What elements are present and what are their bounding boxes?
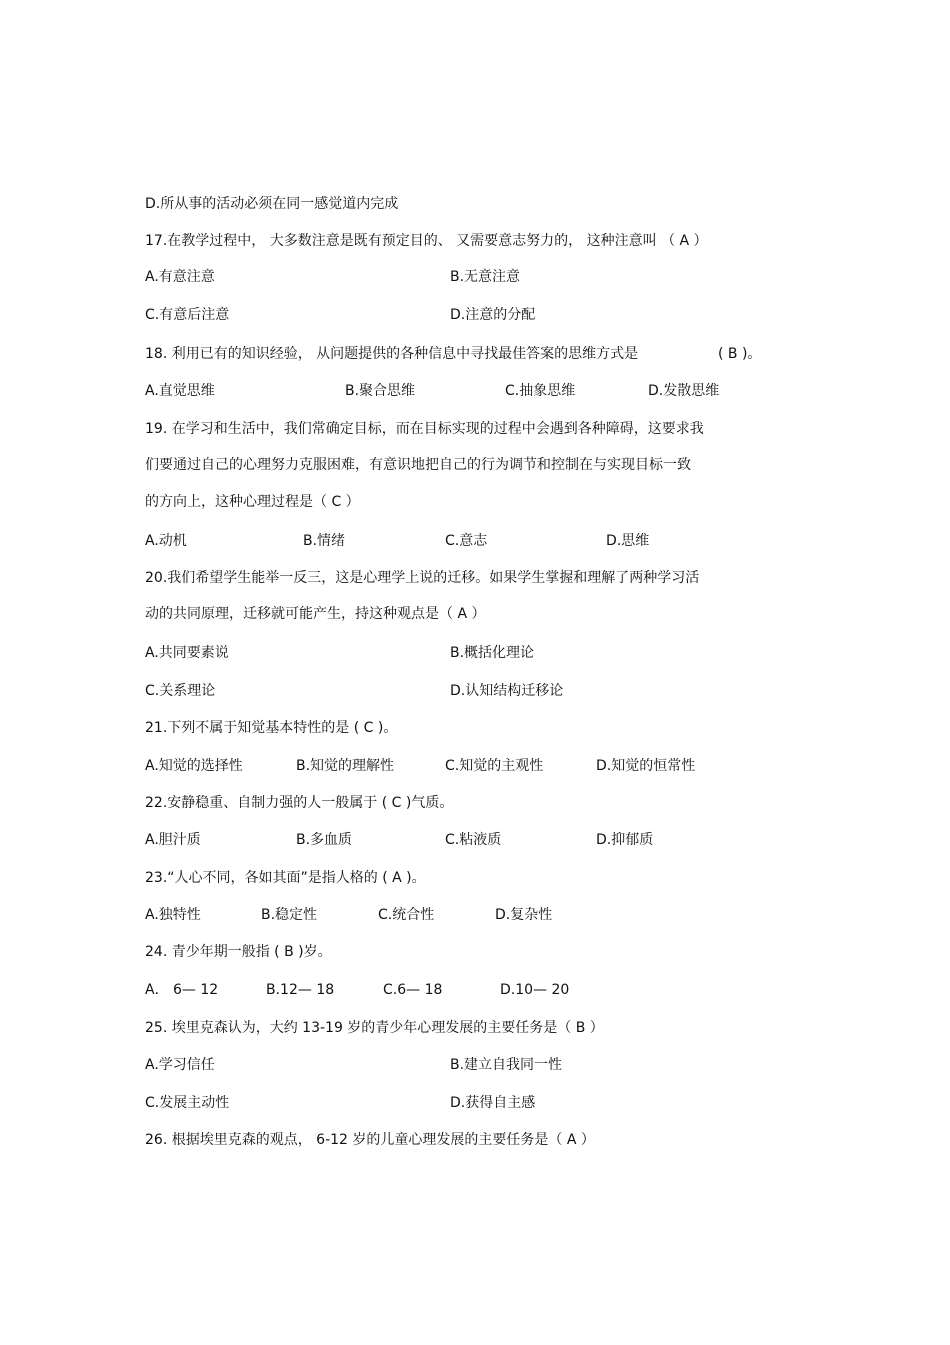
question-19-line-3: 的方向上，这种心理过程是（ C ） (145, 494, 360, 510)
question-21: 21.下列不属于知觉基本特性的是 ( C )。 (145, 720, 398, 736)
question-17: 17.在教学过程中， 大多数注意是既有预定目的、 又需要意志努力的， 这种注意叫 （ A ） (145, 233, 708, 249)
option-24-d: D.10— 20 (500, 982, 570, 998)
question-22: 22.安静稳重、自制力强的人一般属于 ( C )气质。 (145, 795, 454, 811)
option-24-a: A． 6— 12 (145, 982, 219, 998)
option-20-c: C.关系理论 (145, 683, 216, 699)
option-21-c: C.知觉的主观性 (445, 758, 544, 774)
question-24: 24. 青少年期一般指 ( B )岁。 (145, 944, 332, 960)
option-22-d: D.抑郁质 (596, 832, 654, 848)
option-18-c: C.抽象思维 (505, 383, 576, 399)
option-23-c: C.统合性 (378, 907, 435, 923)
option-19-d: D.思维 (606, 533, 650, 549)
option-22-b: B.多血质 (296, 832, 353, 848)
option-25-b: B.建立自我同一性 (450, 1057, 563, 1073)
option-21-d: D.知觉的恒常性 (596, 758, 696, 774)
option-19-c: C.意志 (445, 533, 488, 549)
option-16-d: D.所从事的活动必须在同一感觉道内完成 (145, 196, 399, 212)
option-24-c: C.6— 18 (383, 982, 443, 998)
option-23-b: B.稳定性 (261, 907, 318, 923)
option-22-c: C.粘液质 (445, 832, 502, 848)
option-20-a: A.共同要素说 (145, 645, 229, 661)
option-22-a: A.胆汁质 (145, 832, 201, 848)
option-17-c: C.有意后注意 (145, 307, 230, 323)
option-17-b: B.无意注意 (450, 269, 521, 285)
option-20-d: D.认知结构迁移论 (450, 683, 564, 699)
option-17-d: D.注意的分配 (450, 307, 536, 323)
option-18-b: B.聚合思维 (345, 383, 416, 399)
option-23-d: D.复杂性 (495, 907, 553, 923)
question-25: 25. 埃里克森认为，大约 13-19 岁的青少年心理发展的主要任务是（ B ） (145, 1020, 604, 1036)
question-19-line-1: 19. 在学习和生活中，我们常确定目标，而在目标实现的过程中会遇到各种障碍，这要求我 (145, 421, 704, 437)
question-19-line-2: 们要通过自己的心理努力克服困难，有意识地把自己的行为调节和控制在与实现目标一致 (145, 457, 691, 473)
option-18-a: A.直觉思维 (145, 383, 215, 399)
option-19-a: A.动机 (145, 533, 187, 549)
option-25-d: D.获得自主感 (450, 1095, 536, 1111)
option-25-c: C.发展主动性 (145, 1095, 230, 1111)
answer-18: ( B )。 (718, 346, 762, 362)
option-20-b: B.概括化理论 (450, 645, 535, 661)
option-17-a: A.有意注意 (145, 269, 215, 285)
option-23-a: A.独特性 (145, 907, 201, 923)
question-23: 23.“人心不同，各如其面”是指人格的 ( A )。 (145, 870, 426, 886)
option-24-b: B.12— 18 (266, 982, 335, 998)
question-18: 18. 利用已有的知识经验， 从问题提供的各种信息中寻找最佳答案的思维方式是 (145, 346, 639, 362)
option-25-a: A.学习信任 (145, 1057, 215, 1073)
question-26: 26. 根据埃里克森的观点， 6-12 岁的儿童心理发展的主要任务是（ A ） (145, 1132, 595, 1148)
option-21-a: A.知觉的选择性 (145, 758, 243, 774)
option-21-b: B.知觉的理解性 (296, 758, 395, 774)
option-18-d: D.发散思维 (648, 383, 720, 399)
question-20-line-2: 动的共同原理，迁移就可能产生，持这种观点是（ A ） (145, 606, 486, 622)
question-20-line-1: 20.我们希望学生能举一反三，这是心理学上说的迁移。如果学生掌握和理解了两种学习活 (145, 570, 700, 586)
option-19-b: B.情绪 (303, 533, 346, 549)
